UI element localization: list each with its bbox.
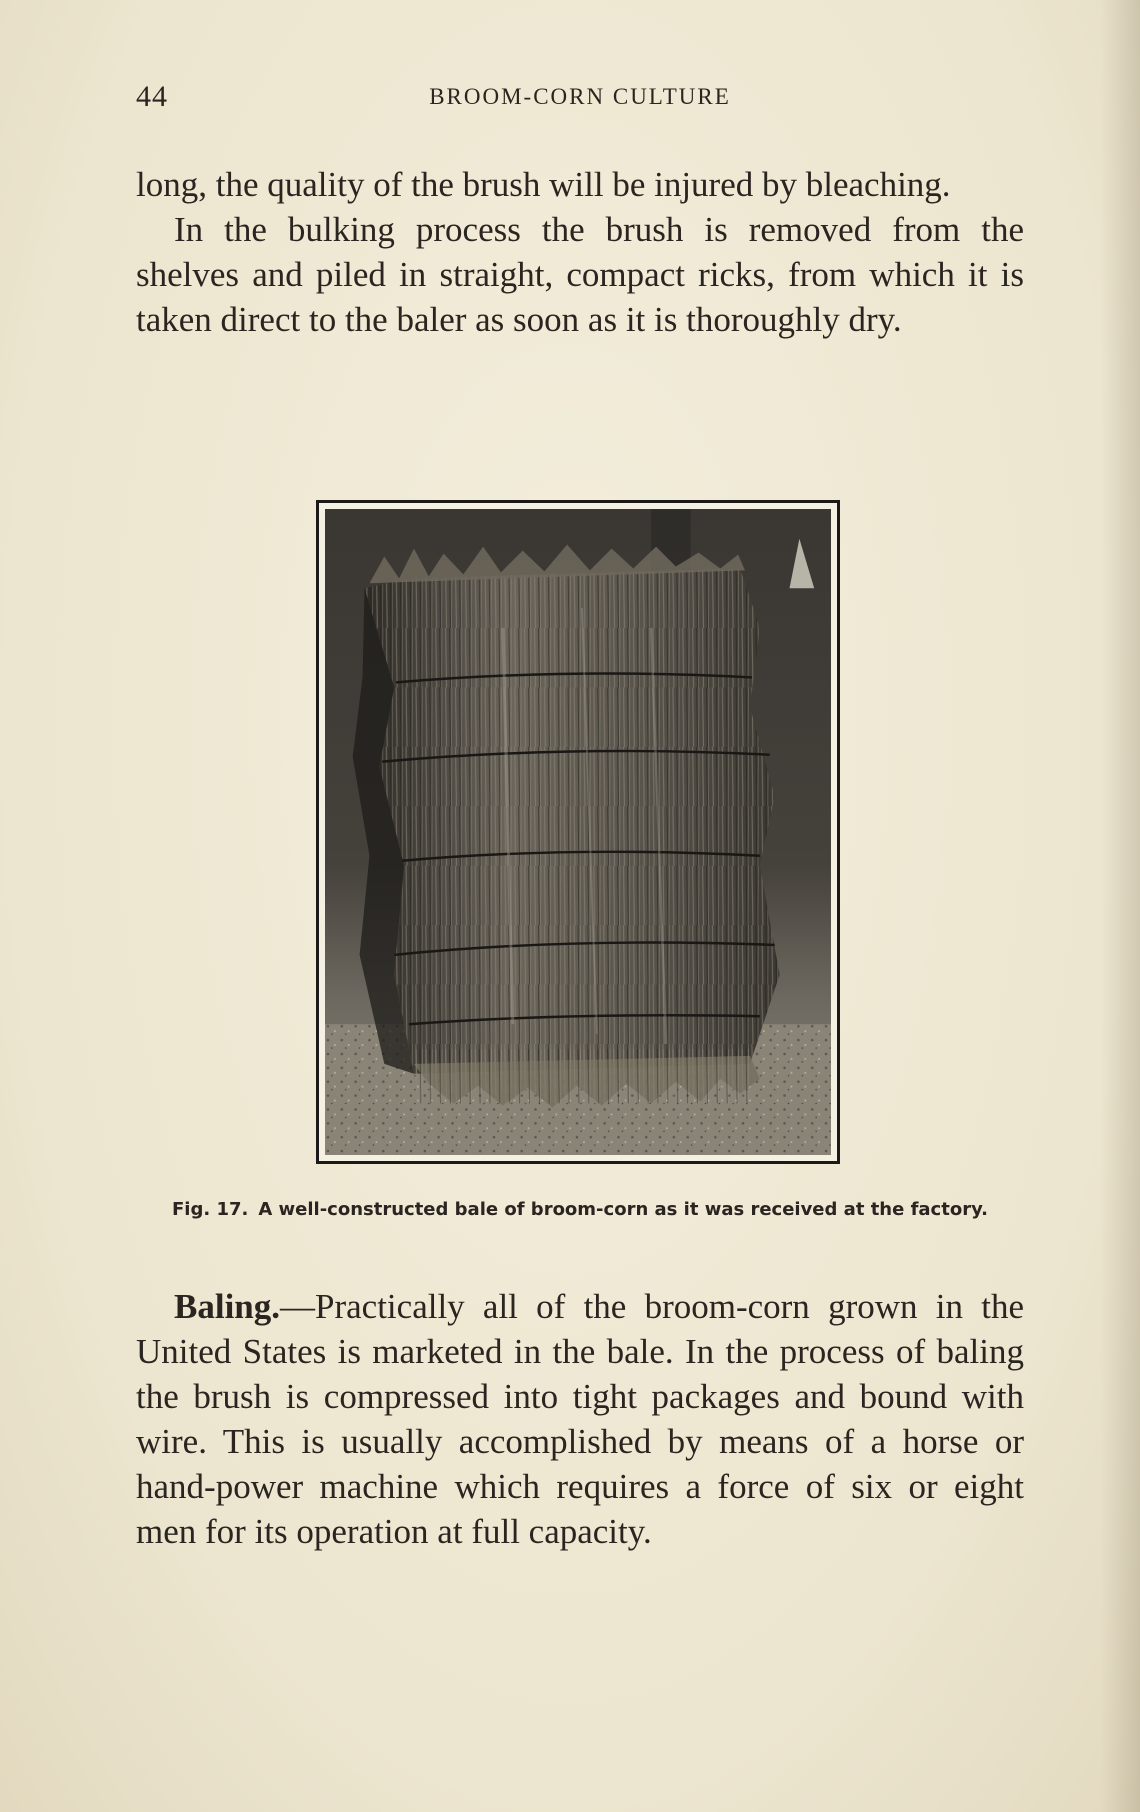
body-text-bottom xyxy=(136,1284,1024,1554)
page-edge-shadow xyxy=(1100,0,1140,1812)
figure-frame xyxy=(316,500,840,1164)
figure-label: Fig. 17. xyxy=(171,1199,249,1220)
paragraph-baling xyxy=(136,1284,1024,1554)
section-heading-baling: Baling. xyxy=(174,1287,281,1326)
page-number: 44 xyxy=(136,80,168,113)
figure-caption-text: A well-constructed bale of broom-corn as it was received at the factory. xyxy=(258,1199,988,1220)
figure-caption xyxy=(136,1198,1024,1222)
broom-corn-bale-photo xyxy=(325,509,831,1155)
paragraph-continued: long, the quality of the brush will be injured by bleaching. xyxy=(136,165,951,204)
page-header xyxy=(136,76,1024,116)
running-head: BROOM-CORN CULTURE xyxy=(429,84,731,109)
paragraph-baling-text: —Practically all of the broom-corn grown in the United States is marketed in the bale. In the process of baling the brush is compressed into tight packages and bound with wire. This is usually accomplished by means of a horse or hand-power machine which requires a force of six or eight men for its operation at full capacity. xyxy=(136,1287,1024,1551)
body-text-top xyxy=(136,162,1024,342)
paragraph-bulking: In the bulking process the brush is removed from the shelves and piled in straight, compact ricks, from which it is taken direct to the baler as soon as it is thoroughly dry. xyxy=(136,210,1024,339)
